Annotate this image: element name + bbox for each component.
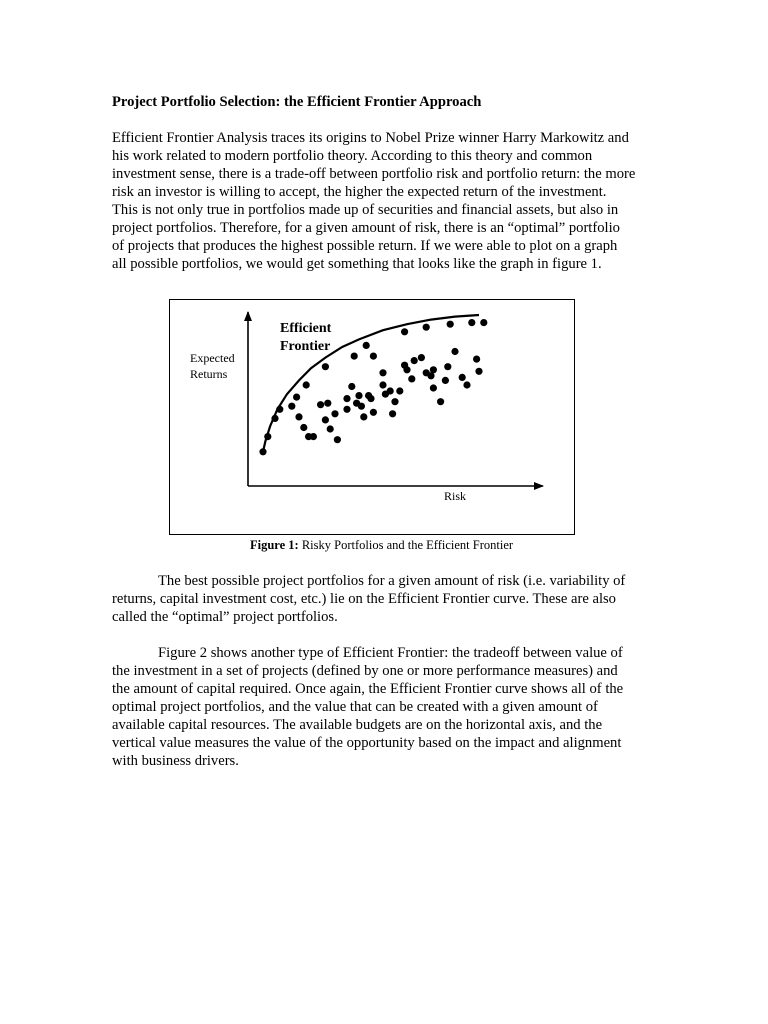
scatter-point-19 xyxy=(324,400,331,407)
scatter-point-6 xyxy=(322,363,329,370)
scatter-point-12 xyxy=(480,319,487,326)
scatter-point-23 xyxy=(334,436,341,443)
scatter-point-11 xyxy=(468,319,475,326)
paragraph-line: project portfolios. Therefore, for a given amount of risk, there is an “optimal” portfolio xyxy=(112,220,620,236)
paragraph-line: This is not only true in portfolios made up of securities and financial assets, but also in xyxy=(112,202,619,218)
scatter-point-37 xyxy=(379,381,386,388)
scatter-point-21 xyxy=(331,410,338,417)
paragraph-line: available capital resources. The available budgets are on the horizontal axis, and the xyxy=(112,717,603,733)
scatter-point-29 xyxy=(358,403,365,410)
scatter-point-7 xyxy=(363,342,370,349)
scatter-point-10 xyxy=(447,321,454,328)
scatter-point-20 xyxy=(322,416,329,423)
scatter-point-43 xyxy=(408,375,415,382)
chart-svg xyxy=(170,300,574,534)
scatter-point-51 xyxy=(442,377,449,384)
scatter-point-59 xyxy=(430,366,437,373)
scatter-point-41 xyxy=(389,410,396,417)
paragraph-line: returns, capital investment cost, etc.) lie on the Efficient Frontier curve. These are also xyxy=(112,591,616,607)
scatter-point-9 xyxy=(423,324,430,331)
scatter-point-47 xyxy=(418,354,425,361)
scatter-point-4 xyxy=(293,394,300,401)
scatter-point-45 xyxy=(403,366,410,373)
x-axis-label: Risk xyxy=(444,489,467,503)
scatter-point-26 xyxy=(348,383,355,390)
scatter-point-28 xyxy=(355,392,362,399)
scatter-point-50 xyxy=(437,398,444,405)
paragraph-line: investment sense, there is a trade-off between portfolio risk and portfolio return: the more xyxy=(112,166,636,182)
scatter-point-13 xyxy=(288,403,295,410)
scatter-point-34 xyxy=(351,353,358,360)
paragraph-line: all possible portfolios, we would get something that looks like the graph in figure 1. xyxy=(112,256,602,272)
document-title: Project Portfolio Selection: the Efficient Frontier Approach xyxy=(112,94,482,110)
paragraph-line: of projects that produces the highest possible return. If we were able to plot on a graph xyxy=(112,238,618,254)
scatter-point-57 xyxy=(475,368,482,375)
scatter-point-25 xyxy=(343,395,350,402)
scatter-point-3 xyxy=(276,406,283,413)
paragraph-line: risk an investor is willing to accept, the higher the expected return of the investment. xyxy=(112,184,607,200)
scatter-point-55 xyxy=(463,381,470,388)
paragraph-figure-2 xyxy=(112,644,672,770)
paragraph-line: Figure 2 shows another type of Efficient Frontier: the tradeoff between value of xyxy=(158,645,623,661)
scatter-point-39 xyxy=(387,387,394,394)
figure-caption-text: Risky Portfolios and the Efficient Frontier xyxy=(298,538,514,552)
scatter-point-24 xyxy=(343,406,350,413)
paragraph-line: optimal project portfolios, and the value that can be created with a given amount of xyxy=(112,699,598,715)
paragraph-line: his work related to modern portfolio theory. According to this theory and common xyxy=(112,148,593,164)
paragraph-line: the investment in a set of projects (defined by one or more performance measures) and xyxy=(112,663,618,679)
scatter-point-33 xyxy=(360,413,367,420)
y-axis-label-line-1: Expected xyxy=(190,351,235,365)
scatter-point-32 xyxy=(370,409,377,416)
scatter-point-52 xyxy=(444,363,451,370)
scatter-point-42 xyxy=(396,387,403,394)
annotation-efficient: Efficient xyxy=(280,321,332,336)
scatter-point-40 xyxy=(391,398,398,405)
scatter-point-46 xyxy=(411,357,418,364)
scatter-point-17 xyxy=(310,433,317,440)
paragraph-line: Efficient Frontier Analysis traces its origins to Nobel Prize winner Harry Markowitz and xyxy=(112,130,629,146)
annotation-frontier: Frontier xyxy=(280,339,331,354)
figure-1-chart xyxy=(169,299,575,535)
scatter-point-14 xyxy=(295,413,302,420)
scatter-point-48 xyxy=(430,384,437,391)
scatter-point-56 xyxy=(473,356,480,363)
scatter-point-2 xyxy=(271,415,278,422)
paragraph-intro xyxy=(112,129,672,273)
scatter-point-36 xyxy=(379,369,386,376)
paragraph-line: with business drivers. xyxy=(112,753,239,769)
paragraph-line: called the “optimal” project portfolios. xyxy=(112,609,338,625)
paragraph-line: the amount of capital required. Once again, the Efficient Frontier curve shows all of the xyxy=(112,681,624,697)
paragraph-line: The best possible project portfolios for a given amount of risk (i.e. variability of xyxy=(158,573,626,589)
paragraph-optimal xyxy=(112,572,672,626)
scatter-point-53 xyxy=(451,348,458,355)
scatter-point-18 xyxy=(317,401,324,408)
y-axis-label-line-2: Returns xyxy=(190,367,228,381)
scatter-point-1 xyxy=(264,433,271,440)
scatter-point-58 xyxy=(423,369,430,376)
paragraph-line: vertical value measures the value of the opportunity based on the impact and alignment xyxy=(112,735,622,751)
scatter-point-35 xyxy=(370,353,377,360)
scatter-point-31 xyxy=(367,395,374,402)
scatter-point-5 xyxy=(303,381,310,388)
scatter-point-0 xyxy=(259,448,266,455)
scatter-point-22 xyxy=(327,425,334,432)
scatter-point-15 xyxy=(300,424,307,431)
scatter-point-54 xyxy=(459,374,466,381)
scatter-point-8 xyxy=(401,328,408,335)
figure-caption-label: Figure 1: xyxy=(250,538,299,552)
figure-caption xyxy=(250,538,513,553)
